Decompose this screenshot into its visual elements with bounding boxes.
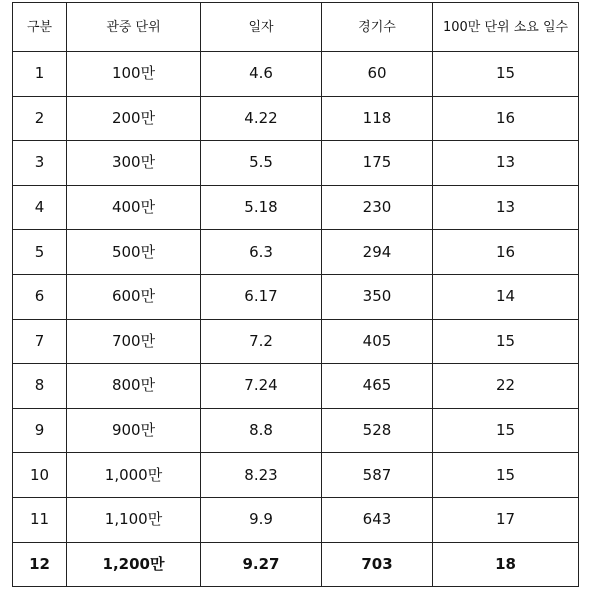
cell-date: 5.5	[201, 141, 322, 186]
table-row	[13, 52, 579, 97]
table-row	[13, 319, 579, 364]
cell-attendance-unit: 200만	[67, 96, 201, 141]
cell-attendance-unit: 400만	[67, 185, 201, 230]
cell-games: 294	[322, 230, 433, 275]
attendance-milestone-table	[12, 2, 579, 587]
table-row	[13, 453, 579, 498]
cell-games: 118	[322, 96, 433, 141]
cell-attendance-unit: 1,100만	[67, 497, 201, 542]
cell-no: 6	[13, 274, 67, 319]
cell-games: 350	[322, 274, 433, 319]
header-no: 구분	[13, 3, 67, 52]
cell-days: 17	[433, 497, 579, 542]
header-row	[13, 3, 579, 52]
table-row	[13, 141, 579, 186]
cell-days: 16	[433, 230, 579, 275]
cell-games: 230	[322, 185, 433, 230]
cell-no: 10	[13, 453, 67, 498]
cell-no: 8	[13, 364, 67, 409]
cell-attendance-unit: 900만	[67, 408, 201, 453]
cell-days: 18	[433, 542, 579, 587]
cell-days: 13	[433, 185, 579, 230]
table-row	[13, 274, 579, 319]
cell-days: 13	[433, 141, 579, 186]
cell-date: 4.22	[201, 96, 322, 141]
cell-attendance-unit: 100만	[67, 52, 201, 97]
cell-days: 15	[433, 453, 579, 498]
cell-date: 8.8	[201, 408, 322, 453]
cell-no: 4	[13, 185, 67, 230]
header-date: 일자	[201, 3, 322, 52]
cell-no: 3	[13, 141, 67, 186]
header-attendance-unit: 관중 단위	[67, 3, 201, 52]
cell-date: 7.2	[201, 319, 322, 364]
cell-games: 405	[322, 319, 433, 364]
table-row-highlighted	[13, 542, 579, 587]
cell-games: 703	[322, 542, 433, 587]
table-row	[13, 497, 579, 542]
cell-attendance-unit: 800만	[67, 364, 201, 409]
cell-days: 14	[433, 274, 579, 319]
table-row	[13, 96, 579, 141]
cell-date: 8.23	[201, 453, 322, 498]
cell-date: 6.3	[201, 230, 322, 275]
cell-date: 9.9	[201, 497, 322, 542]
table-row	[13, 185, 579, 230]
cell-date: 5.18	[201, 185, 322, 230]
cell-days: 22	[433, 364, 579, 409]
cell-attendance-unit: 1,000만	[67, 453, 201, 498]
cell-games: 643	[322, 497, 433, 542]
cell-date: 6.17	[201, 274, 322, 319]
cell-no: 9	[13, 408, 67, 453]
cell-days: 15	[433, 408, 579, 453]
table-row	[13, 230, 579, 275]
header-games: 경기수	[322, 3, 433, 52]
table-row	[13, 408, 579, 453]
cell-days: 15	[433, 52, 579, 97]
cell-attendance-unit: 300만	[67, 141, 201, 186]
cell-no: 12	[13, 542, 67, 587]
table-row	[13, 364, 579, 409]
cell-games: 465	[322, 364, 433, 409]
cell-no: 11	[13, 497, 67, 542]
cell-attendance-unit: 700만	[67, 319, 201, 364]
cell-date: 7.24	[201, 364, 322, 409]
cell-attendance-unit: 500만	[67, 230, 201, 275]
cell-attendance-unit: 1,200만	[67, 542, 201, 587]
cell-no: 2	[13, 96, 67, 141]
cell-games: 60	[322, 52, 433, 97]
cell-no: 7	[13, 319, 67, 364]
cell-days: 16	[433, 96, 579, 141]
cell-no: 5	[13, 230, 67, 275]
cell-games: 528	[322, 408, 433, 453]
cell-games: 175	[322, 141, 433, 186]
cell-date: 4.6	[201, 52, 322, 97]
cell-attendance-unit: 600만	[67, 274, 201, 319]
cell-date: 9.27	[201, 542, 322, 587]
cell-days: 15	[433, 319, 579, 364]
cell-games: 587	[322, 453, 433, 498]
header-days-per-million: 100만 단위 소요 일수	[433, 3, 579, 52]
cell-no: 1	[13, 52, 67, 97]
